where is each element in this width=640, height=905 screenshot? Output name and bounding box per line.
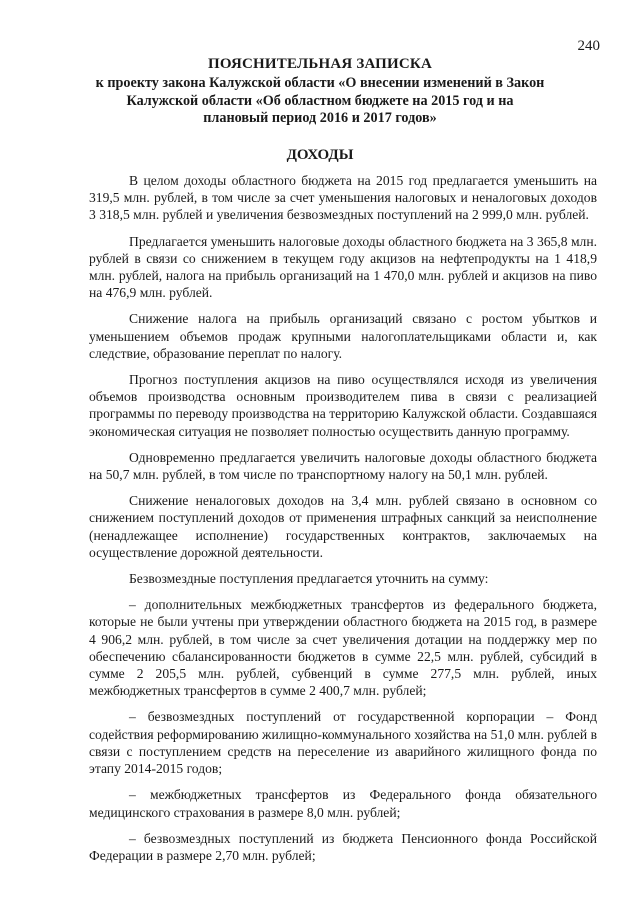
paragraph: Прогноз поступления акцизов на пиво осуществлялся исходя из увеличения объемов производства основным производителем пива в связи с реализацией программы по переводу производства на территорию Калужской области. Создавшаяся экономическая ситуация не позволяет полностью осуществить данную программу.	[89, 372, 597, 439]
document-header	[0, 56, 640, 128]
paragraph: В целом доходы областного бюджета на 2015 год предлагается уменьшить на 319,5 млн. рублей, в том числе за счет уменьшения налоговых и неналоговых доходов 3 318,5 млн. рублей и увеличения безвозмездных поступлений на 2 999,0 млн. рублей.	[89, 173, 597, 223]
section-heading: ДОХОДЫ	[286, 147, 354, 163]
list-item: – безвозмездных поступлений от государственной корпорации – Фонд содействия реформированию жилищно-коммунального хозяйства на 51,0 млн. рублей в связи с поступлением средств на переселение из аварийного жилищного фонда по этапу 2014-2015 годов;	[89, 709, 597, 777]
paragraph: Снижение налога на прибыль организаций связано с ростом убытков и уменьшением объемов продаж крупными налогоплательщиками области и, как следствие, образование переплат по налогу.	[89, 311, 597, 361]
list-item: – межбюджетных трансфертов из Федерального фонда обязательного медицинского страхования в размере 8,0 млн. рублей;	[89, 787, 597, 820]
document-body	[89, 172, 597, 873]
paragraph: Снижение неналоговых доходов на 3,4 млн. рублей связано в основном со снижением поступлений доходов от применения штрафных санкций за неисполнение (ненадлежащее исполнение) государственных контрактов, заключаемых на осуществление дорожной деятельности.	[89, 493, 597, 560]
page-number: 240	[577, 38, 600, 54]
document-title: ПОЯСНИТЕЛЬНАЯ ЗАПИСКА	[207, 56, 433, 72]
paragraph: Одновременно предлагается увеличить налоговые доходы областного бюджета на 50,7 млн. рублей, в том числе по транспортному налогу на 50,1 млн. рублей.	[89, 449, 597, 483]
list-item: – безвозмездных поступлений из бюджета Пенсионного фонда Российской Федерации в размере 2,70 млн. рублей;	[89, 830, 597, 863]
document-subtitle: к проекту закона Калужской области «О внесении изменений в Закон Калужской области «Об областном бюджете на 2015 год и на плановый период 2016 и 2017 годов»	[95, 75, 545, 126]
paragraph: Предлагается уменьшить налоговые доходы областного бюджета на 3 365,8 млн. рублей в связи со снижением в текущем году акцизов на нефтепродукты на 1 418,9 млн. рублей, налога на прибыль организаций на 1 470,0 млн. рублей и акцизов на пиво на 476,9 млн. рублей.	[89, 233, 597, 301]
paragraph: Безвозмездные поступления предлагается уточнить на сумму:	[129, 571, 489, 587]
list-item: – дополнительных межбюджетных трансфертов из федерального бюджета, которые не были учтены при утверждении областного бюджета на 2015 год, в размере 4 906,2 млн. рублей, в том числе за счет увеличения дотации на поддержку мер по обеспечению сбалансированности бюджетов в сумме 22,5 млн. рублей, субсидий в сумме 2 205,5 млн. рублей, субвенций в сумме 277,5 млн. рублей, иных межбюджетных трансфертов в сумме 2 400,7 млн. рублей;	[89, 597, 597, 699]
